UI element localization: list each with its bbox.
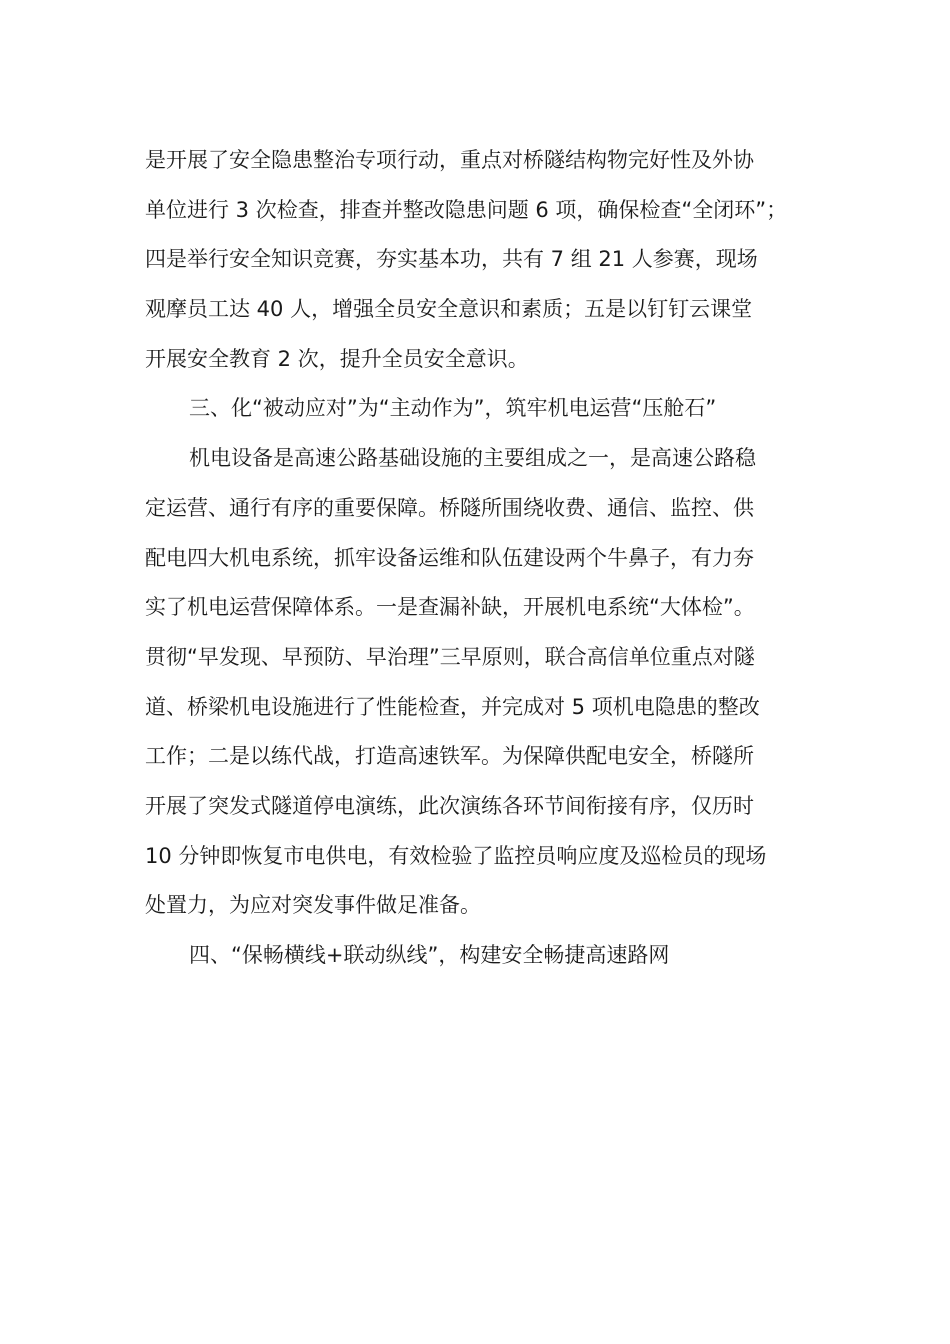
text-line: 是开展了安全隐患整治专项行动，重点对桥隧结构物完好性及外协 <box>145 148 754 172</box>
section-heading-4: 四、“保畅横线+联动纵线”，构建安全畅捷高速路网 <box>189 943 670 967</box>
text-line: 单位进行 3 次检查，排查并整改隐患问题 6 项，确保检查“全闭环”； <box>145 197 788 222</box>
text-line: 四是举行安全知识竞赛，夯实基本功，共有 7 组 21 人参赛，现场 <box>145 247 758 272</box>
text-line: 道、桥梁机电设施进行了性能检查，并完成对 5 项机电隐患的整改 <box>145 694 760 719</box>
text-line: 定运营、通行有序的重要保障。桥隧所围绕收费、通信、监控、供 <box>145 495 754 520</box>
paragraph-start: 机电设备是高速公路基础设施的主要组成之一，是高速公路稳 <box>189 446 756 471</box>
text-line: 开展安全教育 2 次，提升全员安全意识。 <box>145 346 529 371</box>
text-line: 配电四大机电系统，抓牢设备运维和队伍建设两个牛鼻子，有力夯 <box>145 545 754 570</box>
text-line: 贯彻“早发现、早预防、早治理”三早原则，联合高信单位重点对隧 <box>145 644 755 669</box>
section-heading-3: 三、化“被动应对”为“主动作为”，筑牢机电运营“压舱石” <box>189 396 717 421</box>
text-line: 10 分钟即恢复市电供电，有效检验了监控员响应度及巡检员的现场 <box>145 843 767 868</box>
text-line: 观摩员工达 40 人，增强全员安全意识和素质；五是以钉钉云课堂 <box>145 297 753 322</box>
text-line: 开展了突发式隧道停电演练，此次演练各环节间衔接有序，仅历时 <box>145 793 754 818</box>
text-line: 工作；二是以练代战，打造高速铁军。为保障供配电安全，桥隧所 <box>145 744 754 769</box>
text-line: 处置力，为应对突发事件做足准备。 <box>145 893 481 918</box>
text-line: 实了机电运营保障体系。一是查漏补缺，开展机电系统“大体检”。 <box>145 595 755 620</box>
body-text <box>145 136 810 981</box>
